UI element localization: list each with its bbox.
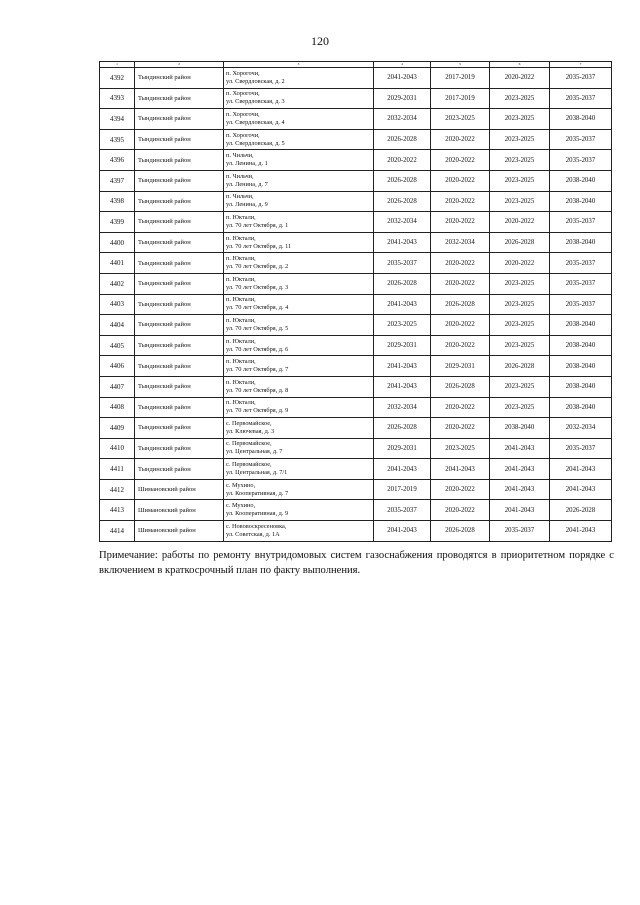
table-row [100,459,612,480]
row-number: 4412 [100,479,135,500]
row-number: 4403 [100,294,135,315]
district-cell: Тындинский район [135,438,224,459]
row-number: 4397 [100,170,135,191]
district-cell: Тындинский район [135,459,224,480]
year-range-cell: 2041-2043 [431,459,490,480]
year-range-cell: 2035-2037 [550,88,612,109]
address-cell [224,335,374,356]
table-row [100,294,612,315]
address-cell [224,212,374,233]
header-cell: 5 [431,62,490,68]
address-street: ул. 70 лет Октября, д. 3 [226,283,289,291]
year-range-cell: 2023-2025 [431,109,490,130]
year-range-cell: 2023-2025 [490,109,550,130]
address-cell [224,521,374,542]
address-street: ул. Свердловская, д. 3 [226,98,285,106]
table-row [100,129,612,150]
table-row [100,521,612,542]
year-range-cell: 2026-2028 [490,232,550,253]
table-row [100,335,612,356]
table-row [100,376,612,397]
year-range-cell: 2029-2031 [374,438,431,459]
address-street: ул. Центральная, д. 7/1 [226,469,288,477]
address-locality: с. Мухино, [226,481,256,489]
address-cell [224,376,374,397]
year-range-cell: 2032-2034 [431,232,490,253]
district-cell: Тындинский район [135,315,224,336]
district-cell: Тындинский район [135,356,224,377]
year-range-cell: 2020-2022 [490,68,550,89]
year-range-cell: 2026-2028 [431,376,490,397]
year-range-cell: 2038-2040 [550,376,612,397]
year-range-cell: 2038-2040 [550,232,612,253]
address-locality: п. Чильчи, [226,193,254,201]
year-range-cell: 2038-2040 [490,418,550,439]
year-range-cell: 2035-2037 [550,438,612,459]
year-range-cell: 2023-2025 [490,150,550,171]
year-range-cell: 2017-2019 [431,68,490,89]
table-row [100,438,612,459]
address-cell [224,170,374,191]
year-range-cell: 2041-2043 [374,294,431,315]
row-number: 4400 [100,232,135,253]
page-number: 120 [311,34,329,48]
address-street: ул. Центральная, д. 7 [226,448,283,456]
district-cell: Тындинский район [135,397,224,418]
year-range-cell: 2035-2037 [550,129,612,150]
address-locality: с. Первомайское, [226,419,272,427]
year-range-cell: 2035-2037 [550,273,612,294]
address-cell [224,356,374,377]
year-range-cell: 2041-2043 [550,521,612,542]
address-street: ул. 70 лет Октября, д. 9 [226,407,289,415]
year-range-cell: 2020-2022 [490,212,550,233]
table-row [100,315,612,336]
year-range-cell: 2020-2022 [431,335,490,356]
row-number: 4393 [100,88,135,109]
address-locality: п. Юктали, [226,316,256,324]
address-street: ул. 70 лет Октября, д. 8 [226,386,289,394]
year-range-cell: 2029-2031 [374,88,431,109]
year-range-cell: 2023-2025 [490,191,550,212]
table-row [100,88,612,109]
table-row [100,170,612,191]
district-cell: Шимановский район [135,479,224,500]
address-street: ул. 70 лет Октября, д. 4 [226,304,289,312]
address-cell [224,150,374,171]
row-number: 4410 [100,438,135,459]
year-range-cell: 2020-2022 [431,397,490,418]
table-row [100,397,612,418]
address-locality: п. Хорогочи, [226,69,260,77]
address-cell [224,315,374,336]
year-range-cell: 2020-2022 [490,253,550,274]
address-locality: п. Юктали, [226,296,256,304]
district-cell: Тындинский район [135,335,224,356]
year-range-cell: 2032-2034 [374,397,431,418]
year-range-cell: 2023-2025 [374,315,431,336]
table-row [100,150,612,171]
address-street: ул. Ленина, д. 1 [226,160,268,168]
year-range-cell: 2029-2031 [431,356,490,377]
row-number: 4401 [100,253,135,274]
address-street: ул. 70 лет Октября, д. 2 [226,263,289,271]
district-cell: Тындинский район [135,294,224,315]
district-cell: Тындинский район [135,88,224,109]
footnote: Примечание: работы по ремонту внутридомовых систем газоснабжения проводятся в приоритетном порядке с включением в краткосрочный план по факту выполнения. [99,550,614,576]
year-range-cell: 2023-2025 [431,438,490,459]
year-range-cell: 2020-2022 [374,150,431,171]
year-range-cell: 2038-2040 [550,335,612,356]
district-cell: Тындинский район [135,109,224,130]
address-street: ул. Ключевая, д. 3 [226,427,275,435]
year-range-cell: 2041-2043 [374,68,431,89]
district-cell: Тындинский район [135,191,224,212]
year-range-cell: 2023-2025 [490,376,550,397]
year-range-cell: 2023-2025 [490,88,550,109]
year-range-cell: 2020-2022 [431,273,490,294]
address-street: ул. 70 лет Октября, д. 7 [226,366,289,374]
address-cell [224,459,374,480]
year-range-cell: 2023-2025 [490,170,550,191]
table-row [100,479,612,500]
year-range-cell: 2026-2028 [374,129,431,150]
district-cell: Тындинский район [135,418,224,439]
year-range-cell: 2041-2043 [490,479,550,500]
year-range-cell: 2023-2025 [490,294,550,315]
address-street: ул. 70 лет Октября, д. 1 [226,221,289,229]
year-range-cell: 2035-2037 [374,253,431,274]
row-number: 4394 [100,109,135,130]
year-range-cell: 2041-2043 [550,459,612,480]
address-street: ул. Ленина, д. 9 [226,201,268,209]
table-row [100,500,612,521]
row-number: 4392 [100,68,135,89]
year-range-cell: 2020-2022 [431,479,490,500]
row-number: 4409 [100,418,135,439]
row-number: 4407 [100,376,135,397]
year-range-cell: 2038-2040 [550,109,612,130]
district-cell: Тындинский район [135,150,224,171]
address-cell [224,253,374,274]
table-row [100,68,612,89]
year-range-cell: 2041-2043 [490,459,550,480]
year-range-cell: 2041-2043 [374,356,431,377]
address-locality: с. Нововоскресеновка, [226,522,287,530]
year-range-cell: 2041-2043 [374,376,431,397]
address-street: ул. Ленина, д. 7 [226,180,268,188]
year-range-cell: 2020-2022 [431,191,490,212]
header-cell: 2 [135,62,224,68]
address-cell [224,273,374,294]
district-cell: Шимановский район [135,500,224,521]
year-range-cell: 2026-2028 [431,521,490,542]
row-number: 4402 [100,273,135,294]
year-range-cell: 2023-2025 [490,335,550,356]
address-locality: п. Юктали, [226,255,256,263]
year-range-cell: 2029-2031 [374,335,431,356]
district-cell: Тындинский район [135,232,224,253]
row-number: 4406 [100,356,135,377]
year-range-cell: 2023-2025 [490,129,550,150]
address-street: ул. Свердловская, д. 2 [226,77,285,85]
year-range-cell: 2026-2028 [374,273,431,294]
year-range-cell: 2020-2022 [431,253,490,274]
table-row [100,253,612,274]
address-street: ул. Свердловская, д. 5 [226,139,285,147]
year-range-cell: 2017-2019 [431,88,490,109]
year-range-cell: 2020-2022 [431,500,490,521]
row-number: 4395 [100,129,135,150]
year-range-cell: 2032-2034 [374,212,431,233]
address-locality: п. Юктали, [226,213,256,221]
district-cell: Тындинский район [135,376,224,397]
address-cell [224,438,374,459]
address-cell [224,294,374,315]
row-number: 4413 [100,500,135,521]
address-street: ул. Советская, д. 1А [226,530,280,538]
table-row [100,273,612,294]
year-range-cell: 2026-2028 [550,500,612,521]
row-number: 4398 [100,191,135,212]
row-number: 4405 [100,335,135,356]
address-locality: п. Юктали, [226,275,256,283]
year-range-cell: 2038-2040 [550,356,612,377]
address-cell [224,129,374,150]
header-cell: 3 [224,62,374,68]
address-street: ул. 70 лет Октября, д. 11 [226,242,292,250]
address-locality: п. Чильчи, [226,152,254,160]
year-range-cell: 2035-2037 [374,500,431,521]
district-cell: Тындинский район [135,253,224,274]
year-range-cell: 2041-2043 [550,479,612,500]
address-locality: п. Хорогочи, [226,90,260,98]
year-range-cell: 2041-2043 [490,438,550,459]
year-range-cell: 2041-2043 [374,232,431,253]
year-range-cell: 2038-2040 [550,397,612,418]
address-cell [224,500,374,521]
address-street: ул. Кооперативная, д. 9 [226,510,289,518]
year-range-cell: 2017-2019 [374,479,431,500]
address-cell [224,232,374,253]
year-range-cell: 2038-2040 [550,315,612,336]
year-range-cell: 2041-2043 [490,500,550,521]
address-locality: п. Хорогочи, [226,110,260,118]
address-cell [224,191,374,212]
year-range-cell: 2020-2022 [431,150,490,171]
row-number: 4414 [100,521,135,542]
table-row [100,212,612,233]
table-row [100,418,612,439]
address-street: ул. Свердловская, д. 4 [226,118,285,126]
year-range-cell: 2041-2043 [374,459,431,480]
district-cell: Тындинский район [135,273,224,294]
row-number: 4404 [100,315,135,336]
year-range-cell: 2035-2037 [490,521,550,542]
year-range-cell: 2035-2037 [550,294,612,315]
year-range-cell: 2020-2022 [431,315,490,336]
address-cell [224,68,374,89]
year-range-cell: 2038-2040 [550,170,612,191]
year-range-cell: 2026-2028 [431,294,490,315]
district-cell: Тындинский район [135,68,224,89]
address-locality: с. Мухино, [226,502,256,510]
year-range-cell: 2041-2043 [374,521,431,542]
year-range-cell: 2032-2034 [374,109,431,130]
year-range-cell: 2035-2037 [550,68,612,89]
address-cell [224,397,374,418]
year-range-cell: 2023-2025 [490,315,550,336]
row-number: 4411 [100,459,135,480]
year-range-cell: 2026-2028 [374,170,431,191]
year-range-cell: 2023-2025 [490,273,550,294]
address-cell [224,109,374,130]
address-cell [224,479,374,500]
row-number: 4396 [100,150,135,171]
table-row [100,232,612,253]
table-row [100,109,612,130]
district-cell: Тындинский район [135,170,224,191]
row-number: 4408 [100,397,135,418]
header-cell: 7 [550,62,612,68]
address-cell [224,418,374,439]
header-cell: 4 [374,62,431,68]
year-range-cell: 2023-2025 [490,397,550,418]
year-range-cell: 2020-2022 [431,418,490,439]
address-locality: п. Юктали, [226,358,256,366]
address-street: ул. 70 лет Октября, д. 6 [226,345,289,353]
address-locality: п. Юктали, [226,399,256,407]
year-range-cell: 2020-2022 [431,170,490,191]
address-locality: п. Хорогочи, [226,131,260,139]
year-range-cell: 2035-2037 [550,253,612,274]
row-number: 4399 [100,212,135,233]
year-range-cell: 2020-2022 [431,129,490,150]
address-locality: с. Первомайское, [226,440,272,448]
district-cell: Тындинский район [135,129,224,150]
address-street: ул. Кооперативная, д. 7 [226,489,289,497]
address-locality: п. Юктали, [226,234,256,242]
address-locality: п. Чильчи, [226,172,254,180]
district-cell: Тындинский район [135,212,224,233]
year-range-cell: 2026-2028 [374,191,431,212]
address-locality: п. Юктали, [226,337,256,345]
year-range-cell: 2035-2037 [550,150,612,171]
year-range-cell: 2020-2022 [431,212,490,233]
address-locality: п. Юктали, [226,378,256,386]
table-row [100,356,612,377]
year-range-cell: 2026-2028 [374,418,431,439]
address-cell [224,88,374,109]
address-street: ул. 70 лет Октября, д. 5 [226,324,289,332]
table-row [100,191,612,212]
schedule-table [99,61,612,542]
address-locality: с. Первомайское, [226,461,272,469]
year-range-cell: 2026-2028 [490,356,550,377]
year-range-cell: 2035-2037 [550,212,612,233]
district-cell: Шимановский район [135,521,224,542]
year-range-cell: 2032-2034 [550,418,612,439]
header-cell: 6 [490,62,550,68]
year-range-cell: 2038-2040 [550,191,612,212]
header-cell: 1 [100,62,135,68]
